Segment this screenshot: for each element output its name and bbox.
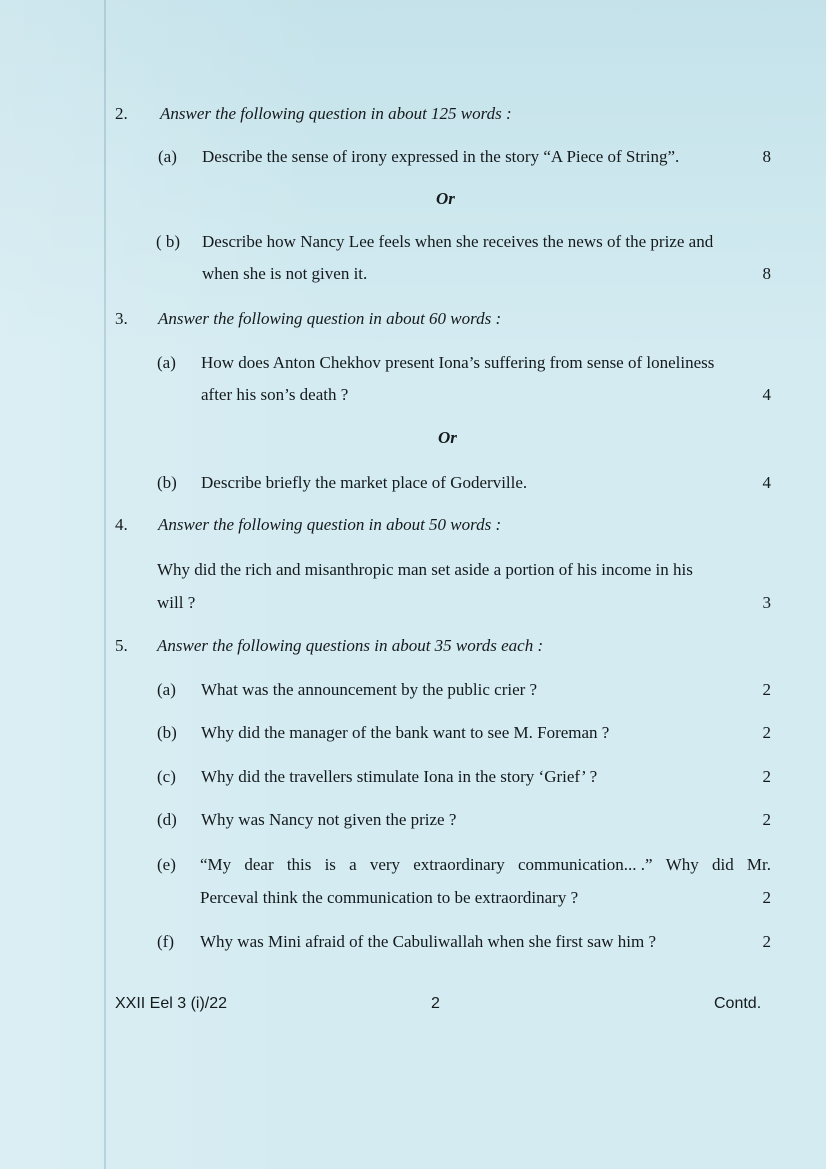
q2b-text-line1: Describe how Nancy Lee feels when she receives the news of the prize and bbox=[202, 232, 714, 251]
q5f-text: Why was Mini afraid of the Cabuliwallah when she first saw him ? bbox=[200, 932, 657, 951]
q5f-marks: 2 bbox=[762, 932, 771, 951]
q2-or: Or bbox=[436, 189, 455, 208]
q3-prompt: Answer the following question in about 60 words : bbox=[158, 309, 502, 328]
q2b-text-line2: when she is not given it. bbox=[202, 264, 368, 283]
q2b-marks: 8 bbox=[762, 264, 771, 283]
q5c-label: (c) bbox=[157, 767, 176, 786]
q3a-text-line1: How does Anton Chekhov present Iona’s suffering from sense of loneliness bbox=[201, 353, 715, 372]
q3b-text: Describe briefly the market place of Goderville. bbox=[201, 473, 528, 492]
q5d-label: (d) bbox=[157, 810, 177, 829]
q3a-label: (a) bbox=[157, 353, 176, 372]
q2a-marks: 8 bbox=[762, 147, 771, 166]
q2-number: 2. bbox=[115, 104, 128, 123]
footer-paper-code: XXII Eel 3 (i)/22 bbox=[115, 995, 228, 1012]
q5-number: 5. bbox=[115, 636, 128, 655]
q5c-marks: 2 bbox=[762, 767, 771, 786]
q5b-text: Why did the manager of the bank want to see M. Foreman ? bbox=[201, 723, 610, 742]
q2a-text: Describe the sense of irony expressed in the story “A Piece of String”. bbox=[202, 147, 680, 166]
q5a-marks: 2 bbox=[762, 680, 771, 699]
q5c-text: Why did the travellers stimulate Iona in the story ‘Grief’ ? bbox=[201, 767, 598, 786]
q5a-label: (a) bbox=[157, 680, 176, 699]
q5e-text-line1: “My dear this is a very extraordinary communication... .” Why did Mr. bbox=[200, 855, 771, 874]
q4-text-line1: Why did the rich and misanthropic man set aside a portion of his income in his bbox=[157, 560, 693, 579]
q5e-label: (e) bbox=[157, 855, 176, 874]
q5b-label: (b) bbox=[157, 723, 177, 742]
q4-number: 4. bbox=[115, 515, 128, 534]
q4-prompt: Answer the following question in about 50 words : bbox=[158, 515, 502, 534]
q5b-marks: 2 bbox=[762, 723, 771, 742]
q3a-marks: 4 bbox=[762, 385, 771, 404]
q3-or: Or bbox=[438, 428, 457, 447]
q5-prompt: Answer the following questions in about 35 words each : bbox=[157, 636, 544, 655]
q5d-text: Why was Nancy not given the prize ? bbox=[201, 810, 457, 829]
q5d-marks: 2 bbox=[762, 810, 771, 829]
q5e-text-line2: Perceval think the communication to be extraordinary ? bbox=[200, 888, 579, 907]
q5f-label: (f) bbox=[157, 932, 174, 951]
q5e-marks: 2 bbox=[762, 888, 771, 907]
q2b-label: ( b) bbox=[156, 232, 181, 251]
footer-page-number: 2 bbox=[431, 995, 440, 1012]
q4-text-line2: will ? bbox=[157, 593, 196, 612]
q5a-text: What was the announcement by the public crier ? bbox=[201, 680, 538, 699]
q4-marks: 3 bbox=[762, 593, 771, 612]
footer-contd: Contd. bbox=[714, 995, 762, 1012]
q2a-label: (a) bbox=[158, 147, 177, 166]
q3b-label: (b) bbox=[157, 473, 177, 492]
scan-fold-line bbox=[104, 0, 106, 1169]
q3-number: 3. bbox=[115, 309, 128, 328]
q2-prompt: Answer the following question in about 125 words : bbox=[160, 104, 512, 123]
q3a-text-line2: after his son’s death ? bbox=[201, 385, 349, 404]
q3b-marks: 4 bbox=[762, 473, 771, 492]
